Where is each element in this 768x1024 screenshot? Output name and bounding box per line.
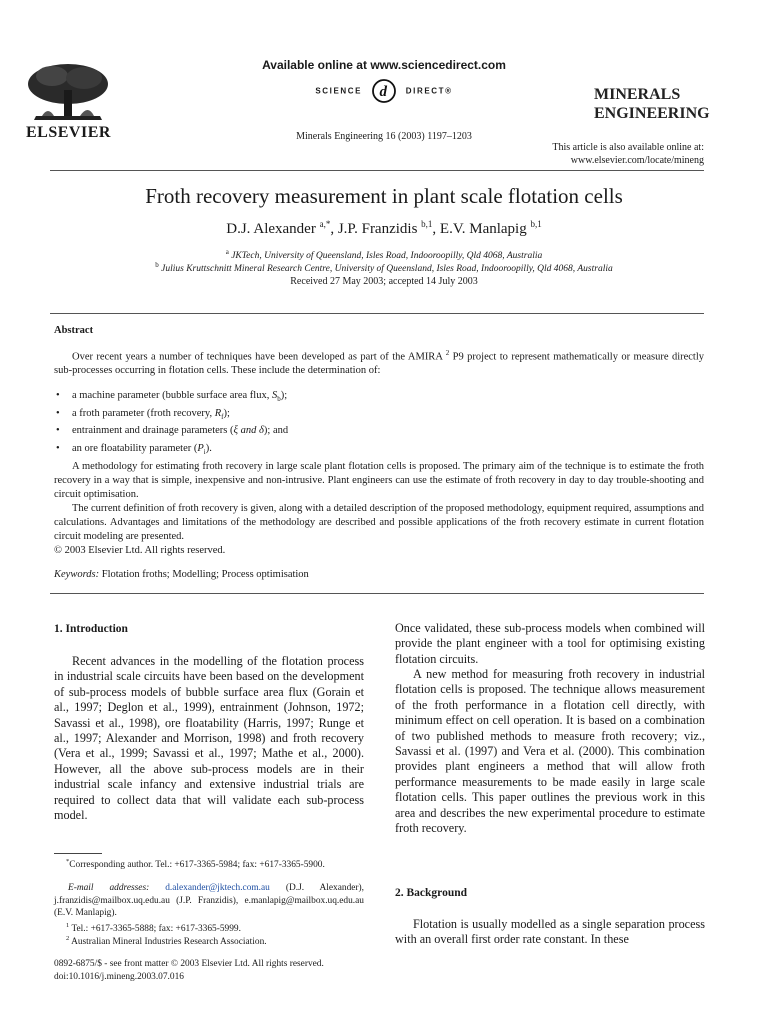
- introduction-paragraph-2: Once validated, these sub-process models when combined will provide the plant engineer with a tool for optimising existing flotation circuits.: [395, 621, 705, 666]
- abstract-heading: Abstract: [54, 325, 94, 336]
- author-superscript: b,1: [530, 219, 542, 229]
- footnote-2-text: Australian Mineral Industries Research Association.: [71, 937, 267, 948]
- footnote-corresponding: [54, 856, 364, 872]
- list-item: • a froth parameter (froth recovery, $R_f$);: [54, 407, 674, 425]
- journal-name-line2: ENGINEERING: [594, 105, 710, 122]
- list-item: • entrainment and drainage parameters (ξ and δ); and: [54, 424, 674, 442]
- author-name: J.P. Franzidis: [337, 221, 418, 237]
- affiliation-text: JKTech, University of Queensland, Isles Road, Indooroopilly, Qld 4068, Australia: [231, 251, 543, 262]
- footnote-divider: [54, 853, 102, 854]
- doi-line: doi:10.1016/j.mineng.2003.07.016: [54, 972, 184, 982]
- affiliation-b: [0, 261, 768, 274]
- online-availability: [480, 141, 704, 167]
- available-online-text: Available online at www.sciencedirect.com: [262, 58, 506, 72]
- list-item: • a machine parameter (bubble surface area flux, $S_b$);: [54, 389, 674, 407]
- affiliation-text: Julius Kruttschnitt Mineral Research Centre, University of Queensland, Isles Road, Indooroopilly, Qld 4068, Australia: [161, 264, 613, 275]
- journal-name-line1: MINERALS: [594, 86, 681, 103]
- author-superscript: b,1: [421, 219, 433, 229]
- sciencedirect-left-text: SCIENCE: [315, 86, 363, 96]
- list-item: • an ore floatability parameter $(P_i)$.: [54, 442, 674, 460]
- author-superscript: a,*: [319, 219, 331, 229]
- sciencedirect-right-text: DIRECT®: [405, 86, 453, 96]
- issn-line: 0892-6875/$ - see front matter © 2003 Elsevier Ltd. All rights reserved.: [54, 959, 324, 969]
- email-rest: (D.J. Alexander), j.franzidis@mailbox.uq.edu.au (J.P. Franzidis), e.manlapig@mailbox.uq.edu.au (E.V. Manlapig).: [54, 883, 364, 919]
- keywords: [54, 569, 309, 580]
- sciencedirect-at-icon: [370, 78, 398, 104]
- online-availability-line1: This article is also available online at:: [552, 142, 704, 153]
- footnote-corresponding-text: Corresponding author. Tel.: +617-3365-5984; fax: +617-3365-5900.: [69, 860, 325, 871]
- section-heading-background: 2. Background: [395, 887, 468, 899]
- footnote-emails: [54, 882, 364, 920]
- affiliation-mark: a: [225, 248, 229, 256]
- abstract-intro: [54, 347, 704, 378]
- abstract-copyright: © 2003 Elsevier Ltd. All rights reserved.: [54, 545, 226, 556]
- received-dates: Received 27 May 2003; accepted 14 July 2003: [290, 276, 478, 287]
- publisher-name: ELSEVIER: [26, 124, 111, 141]
- author-name: D.J. Alexander: [226, 221, 316, 237]
- abstract-intro-footnote-mark: 2: [445, 349, 450, 357]
- keywords-label: Keywords:: [54, 569, 100, 580]
- abstract-top-divider: [50, 313, 704, 314]
- abstract-intro-b: P9 project to represent mathematically or measure directly sub-processes occurring in flotation cells. These include the determination of:: [54, 351, 705, 377]
- journal-name: [594, 85, 754, 123]
- abstract-paragraph-2: A methodology for estimating froth recovery in large scale plant flotation cells is proposed. The primary aim of the technique is to estimate the froth recovery in a way that is simple, inexpensive and non-intrusive. Plant engineers can use the estimate of froth recovery in day to day trouble-shooting and circuit optimisation.: [54, 461, 704, 500]
- affiliation-a: [0, 248, 768, 261]
- article-title: Froth recovery measurement in plant scale flotation cells: [145, 184, 623, 208]
- author-name: E.V. Manlapig: [439, 221, 527, 237]
- background-paragraph-1: Flotation is usually modelled as a single separation process with an overall first order rate constant. In these: [395, 917, 705, 947]
- author-list: D.J. Alexander $^{a,*}$, J.P. Franzidis $^{b,1}$, E.V. Manlapig $^{b,1}$: [226, 219, 542, 237]
- introduction-paragraph-3: A new method for measuring froth recovery in industrial flotation cells is proposed. The technique allows measurement of the froth performance in a flotation cell directly, with minimum effect on cell operation. It is based on a combination of two published methods to measure froth recovery; viz., Savassi et al. (1997) and Vera et al. (2000). This combination provides plant engineers a method that will allow froth performance measurements to be made easily in large scale flotation cells. This paper outlines the previous work in this area and describes the new experimental procedure to estimate froth recovery.: [395, 667, 705, 836]
- footnote-mark: 1: [66, 922, 70, 929]
- email-link[interactable]: d.alexander@jktech.com.au: [165, 883, 270, 893]
- journal-citation: Minerals Engineering 16 (2003) 1197–1203: [296, 131, 472, 142]
- online-availability-url[interactable]: www.elsevier.com/locate/mineng: [570, 155, 704, 166]
- email-label: E-mail addresses:: [68, 883, 150, 893]
- footnote-mark: *: [66, 858, 70, 865]
- abstract-bullet-list: [54, 389, 674, 459]
- abstract-intro-a: Over recent years a number of techniques have been developed as part of the AMIRA: [72, 351, 446, 363]
- abstract-bottom-divider: [50, 593, 704, 594]
- introduction-paragraph-1: Recent advances in the modelling of the flotation process in industrial scale circuits have been based on the development of sub-process models of bubble surface area flux (Gorain et al., 1997; Deglon et al., 1999), entrainment (Johnson, 1972; Savassi et al., 1998), ore floatability (Harris, 1997; Runge et al., 1997; Alexander and Morrison, 1998) and froth recovery (Vera et al., 1999; Savassi et al., 1997; Mathe et al., 2000). However, all the above sub-process models are in their industrial scale infancy and extensive industrial trials are required to collect data that will validate each sub-process model.: [54, 654, 364, 823]
- footnote-mark: 2: [66, 935, 70, 942]
- footnote-1-text: Tel.: +617-3365-5888; fax: +617-3365-5999.: [71, 924, 241, 935]
- affiliation-mark: b: [155, 261, 159, 269]
- section-heading-introduction: 1. Introduction: [54, 623, 128, 635]
- keywords-text: Flotation froths; Modelling; Process optimisation: [99, 569, 309, 580]
- footnote-2: [54, 933, 364, 949]
- abstract-paragraph-3: The current definition of froth recovery is given, along with a detailed description of the proposed methodology, equipment required, assumptions and calculations. Advantages and limitations of the methodology are described and possible applications of the froth recovery estimate in current flotation circuit modeling are presented.: [54, 503, 704, 542]
- svg-text:d: d: [379, 84, 389, 100]
- header-divider: [50, 170, 704, 171]
